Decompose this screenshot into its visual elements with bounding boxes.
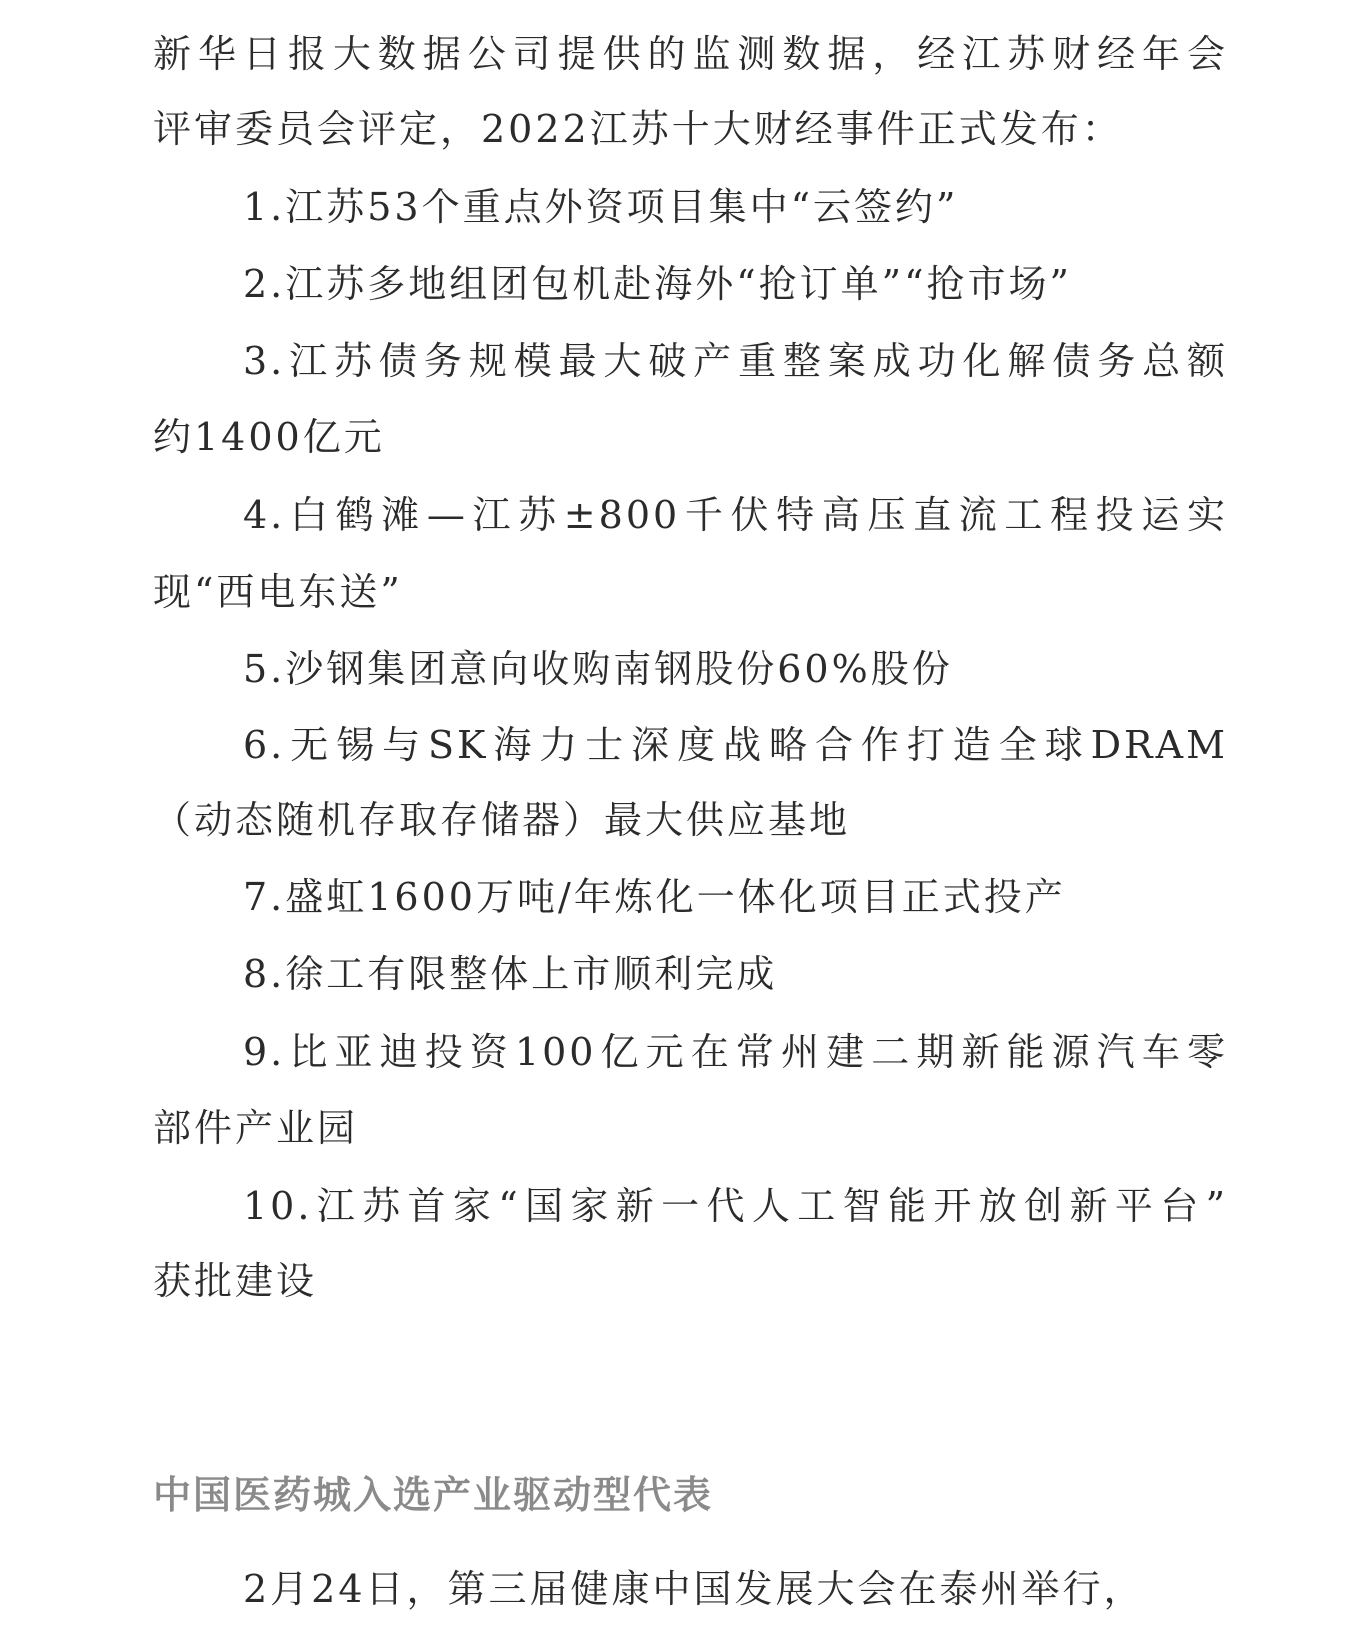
event-item-10: 10.江苏首家“国家新一代人工智能开放创新平台” [243, 1184, 1228, 1228]
event-item-4-continued: 现“西电东送” [153, 570, 403, 614]
event-item-6: 6.无锡与SK海力士深度战略合作打造全球DRAM [243, 723, 1228, 767]
event-item-10-continued: 获批建设 [153, 1259, 318, 1303]
event-item-9: 9.比亚迪投资100亿元在常州建二期新能源汽车零 [243, 1030, 1228, 1074]
event-item-9-continued: 部件产业园 [153, 1106, 359, 1150]
event-item-5: 5.沙钢集团意向收购南钢股份60%股份 [243, 647, 953, 691]
intro-line-1: 新华日报大数据公司提供的监测数据，经江苏财经年会 [153, 32, 1228, 76]
event-item-6-continued: （动态随机存取存储器）最大供应基地 [153, 798, 851, 842]
event-item-2: 2.江苏多地组团包机赴海外“抢订单”“抢市场” [243, 262, 1072, 306]
event-item-1: 1.江苏53个重点外资项目集中“云签约” [243, 185, 959, 229]
event-item-7: 7.盛虹1600万吨/年炼化一体化项目正式投产 [243, 875, 1066, 919]
event-item-8: 8.徐工有限整体上市顺利完成 [243, 952, 778, 996]
event-item-4: 4.白鹤滩—江苏±800千伏特高压直流工程投运实 [243, 493, 1228, 537]
intro-line-2: 评审委员会评定，2022江苏十大财经事件正式发布： [153, 107, 1123, 151]
event-item-3-continued: 约1400亿元 [153, 415, 385, 459]
section-paragraph-line-1: 2月24日，第三届健康中国发展大会在泰州举行， [243, 1567, 1145, 1611]
event-item-3: 3.江苏债务规模最大破产重整案成功化解债务总额 [243, 339, 1228, 383]
section-heading: 中国医药城入选产业驱动型代表 [153, 1472, 714, 1517]
